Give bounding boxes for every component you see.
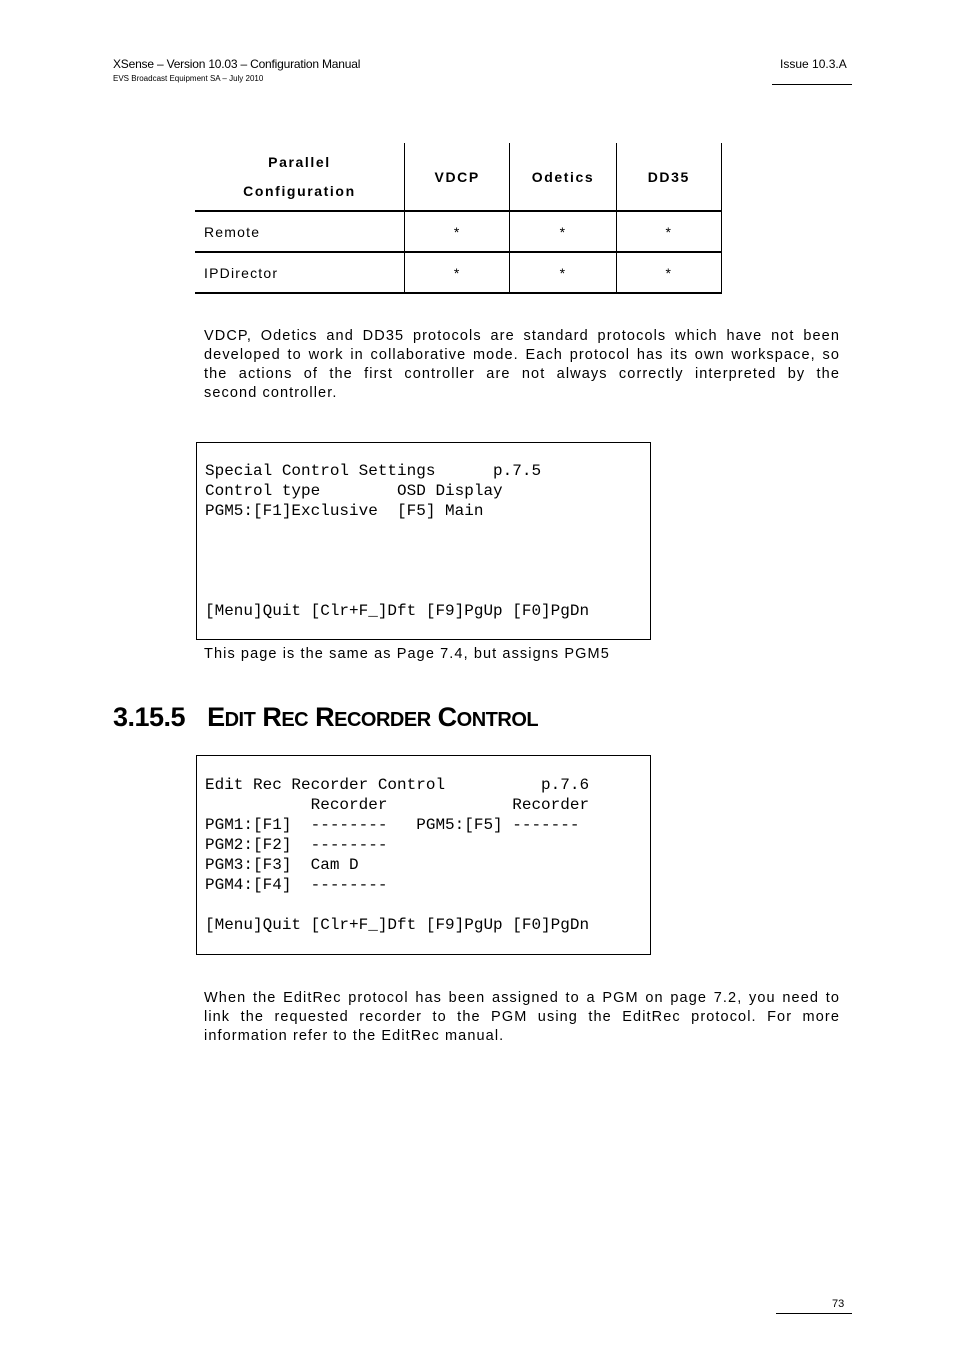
paragraph-line: information refer to the EditRec manual. <box>204 1028 505 1044</box>
heading-cap: R <box>262 702 282 732</box>
table-row <box>195 252 722 293</box>
screen-line-control-type: Control type OSD Display <box>205 482 503 500</box>
cell-odetics: * <box>510 252 616 293</box>
screen-line-recorder-headers: Recorder Recorder <box>205 796 590 814</box>
screen-line-pgm5: PGM5:[F1]Exclusive [F5] Main <box>205 502 484 520</box>
heading-smallcaps: DIT <box>224 709 256 731</box>
heading-cap: C <box>437 702 457 732</box>
screen-line-menu: [Menu]Quit [Clr+F_]Dft [F9]PgUp [F0]PgDn <box>205 916 590 934</box>
screen-caption: This page is the same as Page 7.4, but assigns PGM5 <box>204 646 610 662</box>
header-title: XSense – Version 10.03 – Configuration Manual <box>113 57 361 71</box>
cell-vdcp: * <box>404 211 509 252</box>
parallel-configuration-table <box>195 143 722 294</box>
table-header-row <box>195 143 722 211</box>
header-rule <box>772 84 852 85</box>
cell-dd35: * <box>616 252 721 293</box>
table-header-parallel-configuration <box>195 143 404 211</box>
screen-line-pgm1: PGM1:[F1] -------- PGM5:[F5] ------- <box>205 816 580 834</box>
section-heading <box>113 702 538 733</box>
section-number: 3.15.5 <box>113 702 186 732</box>
paragraph-line: the actions of the first controller are not always correctly interpreted by the <box>204 366 840 382</box>
header-issue: Issue 10.3.A <box>780 57 847 71</box>
screen-line-pgm2: PGM2:[F2] -------- <box>205 836 388 854</box>
heading-smallcaps: ONTROL <box>456 709 539 731</box>
footer-rule <box>776 1313 852 1314</box>
header-line-parallel: Parallel <box>268 153 331 170</box>
heading-smallcaps: ECORDER <box>334 709 431 731</box>
cell-dd35: * <box>616 211 721 252</box>
protocol-note-paragraph <box>204 327 840 403</box>
screen-line-title: Special Control Settings p.7.5 <box>205 462 542 480</box>
paragraph-line: When the EditRec protocol has been assigned to a PGM on page 7.2, you need to <box>204 990 840 1006</box>
cell-odetics: * <box>510 211 616 252</box>
special-control-settings-screen <box>196 442 651 640</box>
paragraph-line: VDCP, Odetics and DD35 protocols are standard protocols which have not been <box>204 328 840 344</box>
header-line-configuration: Configuration <box>243 182 356 199</box>
row-label: IPDirector <box>195 252 404 293</box>
heading-cap: R <box>315 702 335 732</box>
screen-line-menu: [Menu]Quit [Clr+F_]Dft [F9]PgUp [F0]PgDn <box>205 602 590 620</box>
heading-cap: E <box>207 702 225 732</box>
table-header-odetics: Odetics <box>510 143 616 211</box>
table-row <box>195 211 722 252</box>
table-header-dd35: DD35 <box>616 143 721 211</box>
paragraph-line: second controller. <box>204 385 338 401</box>
table-header-vdcp: VDCP <box>404 143 509 211</box>
header-subtitle: EVS Broadcast Equipment SA – July 2010 <box>113 74 264 83</box>
editrec-note-paragraph <box>204 989 840 1046</box>
screen-line-title: Edit Rec Recorder Control p.7.6 <box>205 776 590 794</box>
paragraph-line: developed to work in collaborative mode. Each protocol has its own workspace, so <box>204 347 840 363</box>
screen-line-pgm4: PGM4:[F4] -------- <box>205 876 388 894</box>
row-label: Remote <box>195 211 404 252</box>
screen-line-pgm3: PGM3:[F3] Cam D <box>205 856 359 874</box>
paragraph-line: link the requested recorder to the PGM using the EditRec protocol. For more <box>204 1009 840 1025</box>
edit-rec-recorder-control-screen <box>196 755 651 955</box>
heading-smallcaps: EC <box>281 709 309 731</box>
page-number: 73 <box>832 1298 845 1310</box>
cell-vdcp: * <box>404 252 509 293</box>
